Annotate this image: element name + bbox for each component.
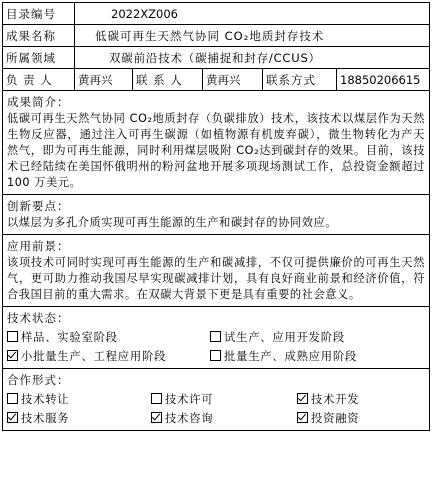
- contact-value: 黄再兴: [203, 69, 263, 90]
- prospect-title: 应用前景：: [7, 239, 70, 253]
- status-option-small-batch[interactable]: [7, 346, 210, 365]
- catalog-label: 目录编号: [3, 3, 75, 24]
- cooperation-section: [3, 369, 429, 430]
- prospect-text: 该项技术可同时实现可再生能源的生产和碳减排，不仅可提供廉价的可再生天然气，更可助力推动我国尽早实现碳减排计划，具有良好商业前景和经济价值，符合我国目前的重大需求。在双碳大背景下更是具有重要的社会意义。: [7, 256, 425, 301]
- status-options: [3, 327, 429, 368]
- innovation-title: 创新要点：: [7, 199, 70, 213]
- coop-option-development[interactable]: [297, 389, 422, 408]
- coop-option-service[interactable]: [7, 408, 151, 427]
- owner-label: 负 责 人: [3, 69, 75, 90]
- summary-title: 成果简介：: [7, 95, 70, 109]
- checkbox-icon[interactable]: [210, 331, 221, 342]
- status-option-mass[interactable]: [210, 346, 422, 365]
- coop-option-investment[interactable]: [297, 408, 422, 427]
- summary-section: [3, 91, 429, 195]
- field-label: 所属领域: [3, 47, 75, 68]
- status-option-trial[interactable]: [210, 327, 422, 346]
- coop-option-label: 技术咨询: [165, 411, 214, 425]
- coop-option-label: 技术开发: [311, 392, 360, 406]
- cooperation-options: [3, 389, 429, 430]
- innovation-text: 以煤层为多孔介质实现可再生能源的生产和碳封存的协同效应。: [7, 216, 338, 229]
- status-option-label: 批量生产、成熟应用阶段: [224, 349, 358, 363]
- contact-row: [3, 69, 429, 91]
- checkbox-icon[interactable]: [7, 412, 18, 423]
- checkbox-icon[interactable]: [7, 331, 18, 342]
- status-option-lab[interactable]: [7, 327, 210, 346]
- method-label: 联系方式: [263, 69, 337, 90]
- name-value: 低碳可再生天然气协同 CO₂地质封存技术: [95, 28, 325, 43]
- checkbox-icon[interactable]: [151, 412, 162, 423]
- coop-option-label: 技术转让: [21, 392, 70, 406]
- status-section: [3, 307, 429, 369]
- prospect-section: [3, 235, 429, 307]
- status-title: 技术状态：: [7, 311, 70, 325]
- status-option-label: 样品、实验室阶段: [21, 330, 118, 344]
- coop-option-consulting[interactable]: [151, 408, 297, 427]
- name-label: 成果名称: [3, 25, 75, 46]
- checkbox-icon[interactable]: [297, 393, 308, 404]
- owner-value: 黄再兴: [75, 69, 133, 90]
- status-option-label: 试生产、应用开发阶段: [224, 330, 345, 344]
- contact-label: 联 系 人: [133, 69, 203, 90]
- name-row: [3, 25, 429, 47]
- coop-option-license[interactable]: [151, 389, 297, 408]
- field-row: [3, 47, 429, 69]
- checkbox-icon[interactable]: [7, 393, 18, 404]
- achievement-form: [2, 2, 430, 431]
- coop-option-label: 技术服务: [21, 411, 70, 425]
- summary-text: 低碳可再生天然气协同 CO₂地质封存（负碳排放）技术，该技术以煤层作为天然生物反应器，通过注入可再生碳源（如植物源有机废弃碳），微生物转化为产天然气，即为可再生能源，同时利用煤层吸附 CO₂达到碳封存的效果。目前，该技术已经陆续在美国怀俄明州的粉河盆地开展多项现场测试工作，总投资金额超过 100 万美元。: [7, 112, 425, 189]
- checkbox-icon[interactable]: [297, 412, 308, 423]
- status-option-label: 小批量生产、工程应用阶段: [21, 349, 167, 363]
- method-value: 18850206615: [340, 72, 421, 87]
- field-value: 双碳前沿技术（碳捕捉和封存/CCUS）: [109, 50, 321, 65]
- checkbox-icon[interactable]: [7, 350, 18, 361]
- checkbox-icon[interactable]: [210, 350, 221, 361]
- cooperation-title: 合作形式：: [7, 373, 70, 387]
- checkbox-icon[interactable]: [151, 393, 162, 404]
- coop-option-label: 投资融资: [311, 411, 360, 425]
- innovation-section: [3, 195, 429, 235]
- catalog-value: 2022XZ006: [111, 6, 178, 21]
- coop-option-label: 技术许可: [165, 392, 214, 406]
- catalog-row: [3, 3, 429, 25]
- coop-option-transfer[interactable]: [7, 389, 151, 408]
